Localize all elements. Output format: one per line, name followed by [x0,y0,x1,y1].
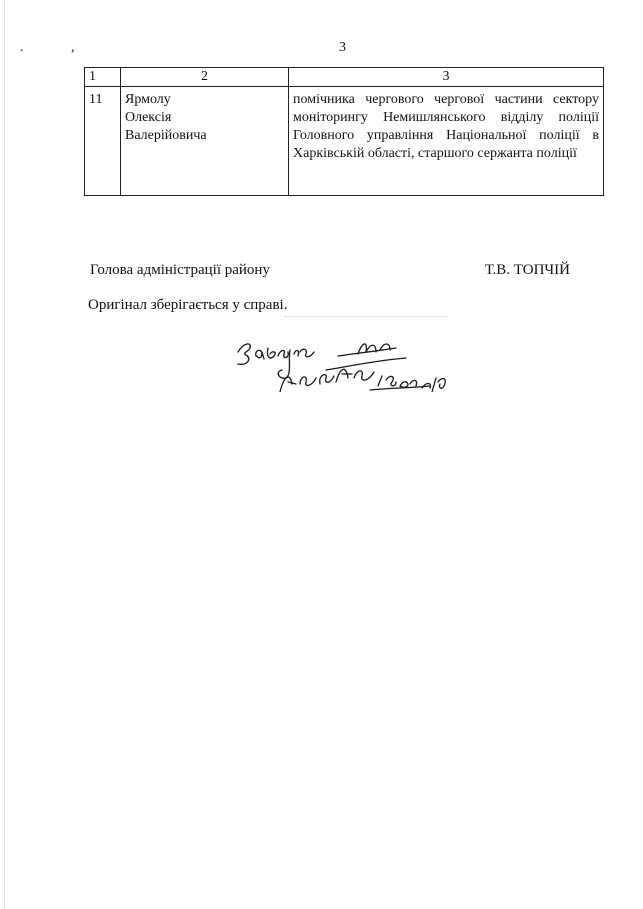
person-name [121,87,289,196]
signatory-name: Т.В. ТОПЧІЙ [484,262,570,278]
table-row [85,87,604,196]
page-number: 3 [339,40,346,55]
table-header-row [85,68,604,87]
header-cell-1: 1 [85,68,121,87]
signatory-title: Голова адміністрації району [90,262,270,278]
appointment-table [84,67,604,196]
scan-edge-line [4,0,5,909]
header-cell-3: 3 [289,68,604,87]
surname: Ярмолу [125,92,171,107]
row-number: 11 [85,87,121,196]
header-cell-2: 2 [121,68,289,87]
corner-marks: . , [20,40,97,55]
patronymic: Валерійовича [125,128,207,143]
original-storage-note: Оригінал зберігається у справі. [88,297,288,313]
handwritten-signature [230,312,450,392]
certification-area [80,292,450,392]
position-description: помічника чергового чергової частини сектору моніторингу Немишлянського відділу поліції Головного управління Національної поліції в Харківській області, старшого сержанта поліції [289,87,604,196]
first-name: Олексія [125,110,172,125]
